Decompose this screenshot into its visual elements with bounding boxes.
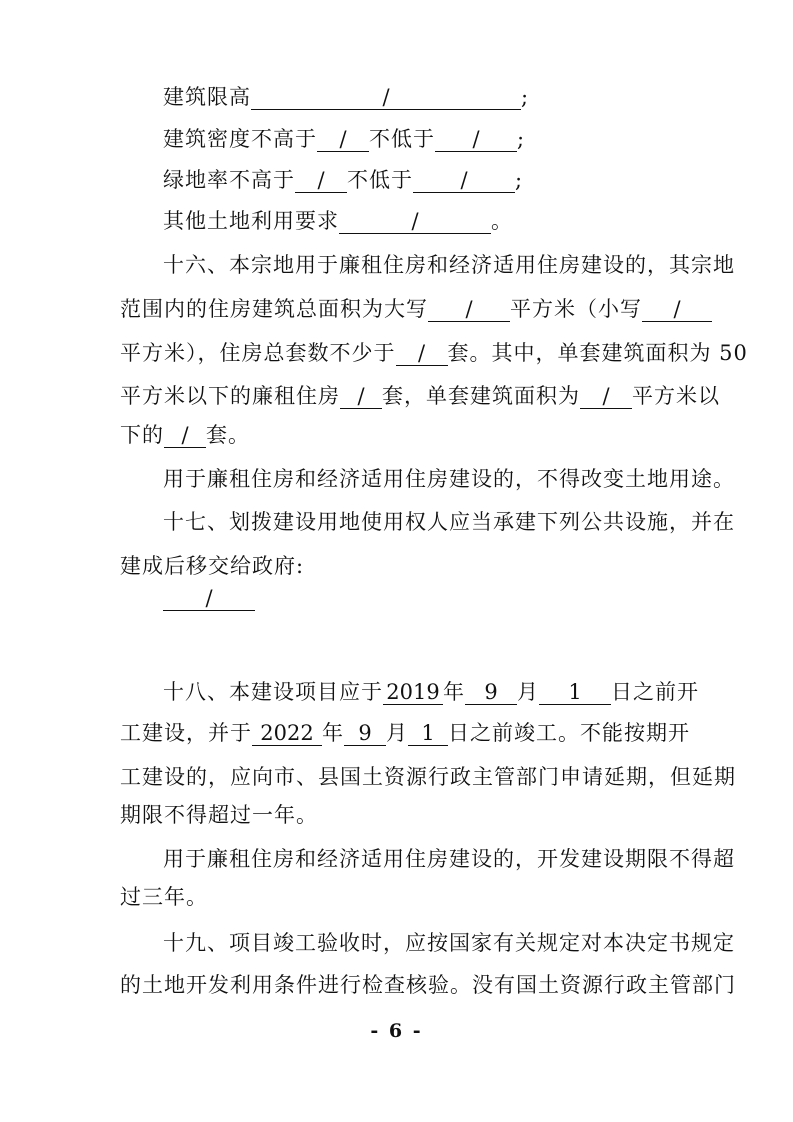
building-density-line <box>163 124 525 154</box>
completion-day-field: 1 <box>408 721 448 746</box>
line-label: 建筑密度不高于 <box>163 127 317 151</box>
clause-16-line-3 <box>120 338 748 368</box>
other-requirements-field: / <box>339 209 491 234</box>
public-facilities-field: / <box>163 586 255 611</box>
line-label: 绿地率不高于 <box>163 168 295 192</box>
clause-19-line-1: 十九、项目竣工验收时，应按国家有关规定对本决定书规定 <box>163 931 735 955</box>
min-units-field: / <box>396 341 448 366</box>
text-segment: 十八、本建设项目应于 <box>163 680 383 704</box>
density-max-field: / <box>317 127 369 152</box>
clause-17-line-2: 建成后移交给政府: <box>120 554 305 578</box>
land-use-note-1: 用于廉租住房和经济适用住房建设的，不得改变土地用途。 <box>163 467 735 491</box>
text-segment: 日之前开 <box>611 680 699 704</box>
green-ratio-line <box>163 165 523 195</box>
green-max-field: / <box>295 168 347 193</box>
text-segment: 平方米以下的廉租住房 <box>120 384 340 408</box>
text-segment: 套，单套建筑面积为 <box>382 384 580 408</box>
text-segment: 下的 <box>120 423 164 447</box>
text-segment: 年 <box>322 721 344 745</box>
text-segment: 套。 <box>206 423 250 447</box>
development-period-note-1: 用于廉租住房和经济适用住房建设的，开发建设期限不得超 <box>163 847 735 871</box>
text-segment: 月 <box>386 721 408 745</box>
unit-area-field: / <box>580 384 632 409</box>
clause-16-line-5 <box>120 420 250 450</box>
total-area-upper-field: / <box>428 297 510 322</box>
clause-18-line-4: 期限不得超过一年。 <box>120 803 318 827</box>
other-requirements-line <box>163 206 513 236</box>
line-mid: 不低于 <box>347 168 413 192</box>
green-min-field: / <box>413 168 515 193</box>
completion-year-field: 2022 <box>252 721 322 746</box>
total-area-lower-field: / <box>642 297 712 322</box>
text-segment: 工建设，并于 <box>120 721 252 745</box>
low-rent-units-field: / <box>340 384 382 409</box>
line-mid: 不低于 <box>369 127 435 151</box>
start-year-field: 2019 <box>383 680 443 705</box>
clause-18-line-3: 工建设的，应向市、县国土资源行政主管部门申请延期，但延期 <box>120 765 736 789</box>
text-segment: 套。其中，单套建筑面积为 50 <box>447 341 748 365</box>
line-end: 。 <box>491 209 513 233</box>
height-limit-field: / <box>251 85 521 110</box>
line-end: ; <box>515 168 524 192</box>
start-day-field: 1 <box>539 680 611 705</box>
clause-18-line-1 <box>163 677 699 707</box>
height-limit-line <box>163 82 529 112</box>
line-end: ; <box>517 127 526 151</box>
line-end: ; <box>521 85 530 109</box>
development-period-note-2: 过三年。 <box>120 885 208 909</box>
text-segment: 日之前竣工。不能按期开 <box>448 721 690 745</box>
clause-16-line-1: 十六、本宗地用于廉租住房和经济适用住房建设的，其宗地 <box>163 253 735 277</box>
start-month-field: 9 <box>465 680 517 705</box>
page-number: - 6 - <box>370 1020 423 1042</box>
public-facilities-line <box>163 583 255 613</box>
completion-month-field: 9 <box>344 721 386 746</box>
text-segment: 平方米以 <box>632 384 720 408</box>
clause-17-line-1: 十七、划拨建设用地使用权人应当承建下列公共设施，并在 <box>163 510 735 534</box>
small-units-field: / <box>164 423 206 448</box>
text-segment: 平方米），住房总套数不少于 <box>120 341 396 365</box>
text-segment: 范围内的住房建筑总面积为大写 <box>120 297 428 321</box>
clause-19-line-2: 的土地开发利用条件进行检查核验。没有国土资源行政主管部门 <box>120 973 736 997</box>
line-label: 建筑限高 <box>163 85 251 109</box>
text-segment: 月 <box>517 680 539 704</box>
line-label: 其他土地利用要求 <box>163 209 339 233</box>
clause-16-line-2 <box>120 294 712 324</box>
clause-18-line-2 <box>120 718 690 748</box>
density-min-field: / <box>435 127 517 152</box>
text-segment: 年 <box>443 680 465 704</box>
text-segment: 平方米（小写 <box>510 297 642 321</box>
clause-16-line-4 <box>120 381 720 411</box>
